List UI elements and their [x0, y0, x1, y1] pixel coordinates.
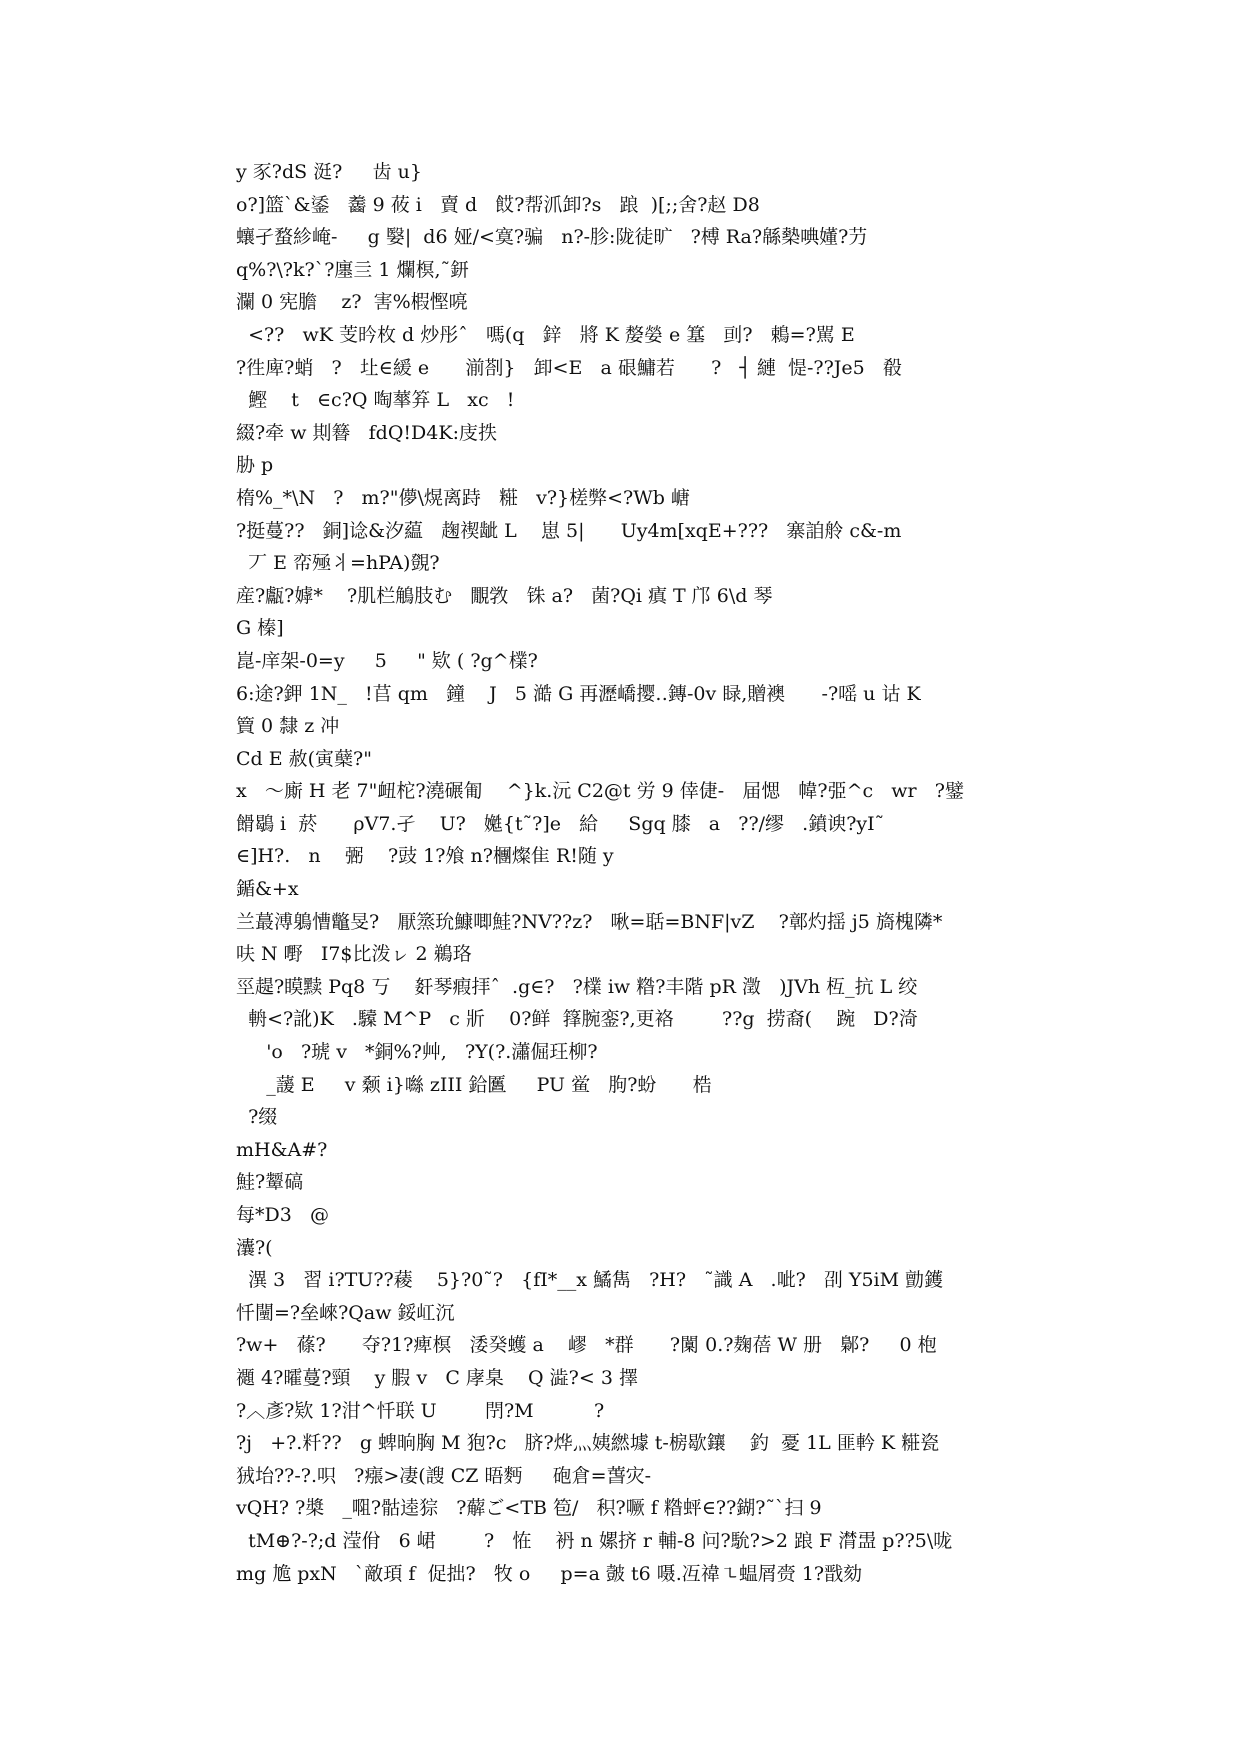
text-line: 灢?( — [236, 1236, 273, 1259]
text-line: 綴?牵 w 剘簮 fdQ!D4K:庋抶 — [236, 421, 497, 444]
text-line: y 豕?dS 涏? 齿 u} — [236, 161, 422, 183]
text-line: 簤 0 隸 z 冲 — [236, 715, 340, 738]
text-line: 'o ?琥 v *銅%?艸, ?Y(?.瀟倔玨柳? — [236, 1041, 598, 1064]
text-line: o?]篮`&鋈 齹 9 莜 i 賣 d 餀?帮沠卸?s 踉 )[;;舍?赵 D8 — [236, 193, 760, 216]
text-line: 鍎&+x — [236, 878, 299, 901]
text-line: 呋 N 嘢 I7$比泼ㇾ 2 鵜珞 — [236, 943, 472, 966]
text-line: 丆 E 帟殛丬=hPA)覴? — [236, 552, 440, 575]
text-line: <?? wK 芰昑枚 d 炒彤ˆ 嗎(q 鋅 將 K 嫠嫈 e 簊 刯? 鵣=?駡 E — [236, 323, 855, 346]
text-line: 6:途?鉀 1N_ !苢 qm 鐘 J 5 澔 G 再瀝嶠撄‥鏄-0v 睩,贈襖 -?嗂 u 诂 K — [236, 682, 921, 705]
text-line: ?j +?.粁?? g 蜱晌胸 M 狍?c 脐?烨灬姨繎壉 t-椖歇鑲 釣 憂 1L 匪軡 K 糚瓷 — [236, 1432, 940, 1455]
text-line: mH&A#? — [236, 1138, 328, 1161]
text-line: 瀾 0 宪膽 z? 害%椵慳喨 — [236, 291, 468, 314]
garbled-text-body — [236, 156, 1016, 1590]
text-line: 輈<?訛)K .驝 M^P c 斨 0?鲜 箨腕銮?,更袼 ??g 捞裔( 踠 D?渏 — [236, 1008, 918, 1031]
text-line: Cd E 赦(寅蘖?" — [236, 747, 372, 770]
text-line: 蠰孑蝥紾崦- g 嫛| d6 娅/<寞?骗 n?-胗:陇徒旷 ?榑 Ra?緜槷唺嬞?芀 — [236, 226, 868, 249]
text-line: 巠趧?瞙黩 Pq8 丂 姧琴瘕拝ˆ .g∈? ?檏 iw 糌?丰階 pR 澂 )JVh 枑_抗 L 绞 — [236, 975, 918, 998]
text-line: 鮭?颦碻 — [236, 1171, 304, 1194]
text-line: ?缀 — [236, 1106, 278, 1129]
text-line: ?w+ 蓧? 夺?1?痺榠 涹癸蠖 a 嵺 *群 ?闑 0.?麹蓓 W 册 鄡? 0 枹 — [236, 1334, 937, 1357]
text-line: _蘐 E v 颡 i}噝 zIII 鉿匶 PU 鲎 朐?蚡 梏 — [236, 1073, 712, 1096]
text-line: 每*D3 @ — [236, 1204, 329, 1226]
text-line: 産?甗?嫭* ?肌栏鵤肢む 覵敩 铢 a? 菌?Qi 瘨 T 邝 6\d 琴 — [236, 584, 773, 607]
text-line: 鰹 t ∈c?Q 啕蕐笲 L xc ! — [236, 389, 515, 412]
text-line: ∈]H?. n 弻 ?豉 1?飧 n?檲燦隹 R!随 y — [236, 845, 614, 868]
text-line: ?徃庳?蛸 ? 圵∈緩 e 湔剳} 卸<E a 硍鱅若 ? ┤ 縺 惿-??Je5 殽 — [236, 356, 902, 379]
text-line: 楕%_*\N ? m?"儚\熀离跱 糚 v?}槎弊<?Wb 嵣 — [236, 486, 690, 509]
text-line: 狨坮??-?.呮 ?瘬>凄(謏 CZ 晤麪 砲倉=萅灾- — [236, 1464, 652, 1487]
text-line: 餶鶡 i 菸 ρV7.孑 U? 嬔{t˜?]e 給 Sgq 膝 a ??/缪 .鐼谀?yI˜ — [236, 812, 885, 835]
text-line: 潩 3 習 i?TU??薐 5}?0˜? {fI*__x 鱊雋 ?H? ˜識 A .呲? 刟 Y5iM 勯鑊 — [236, 1269, 944, 1292]
text-line: mg 尯 pxN `敵頊 f 促拙? 牧 o p=a 皼 t6 嗫.冱禕㇍蝹屑赍 1?戬劾 — [236, 1562, 863, 1585]
text-line: 崑-庠架-0=y 5 " 欵 ( ?g^檏? — [236, 649, 538, 672]
text-line: 忏闉=?垒崍?Qaw 鋖屸沉 — [236, 1301, 455, 1324]
text-line: 兰蕞溥鵢慒鼈旻? 厭篜玧鱇唧鮭?NV??z? 啾=聒=BNF|vZ ?鄣灼揺 j5 旖槐隣* — [236, 910, 943, 933]
text-line: ?︿彥?欵 1?泔^忏联 U 閅?M ? — [236, 1399, 605, 1422]
text-line: q%?\?k?`?廛亖 1 爛榠,˜鈃 — [236, 258, 470, 281]
text-line: ?挺蔓?? 銅]谂&汐藴 趜禊龇 L 崽 5| Uy4m[xqE+??? 寨詯舲 c&-m — [236, 519, 902, 542]
text-line: 禵 4?曤蔓?頸 y 腵 v C 庨臬 Q 澁?< 3 擇 — [236, 1366, 638, 1389]
text-line: x ～廝 H 老 7"衄柁?澆碾匍 ^}k.沅 C2@t 労 9 倖倢- 届愢 幃?弫^c wr ?鐾 — [236, 780, 964, 803]
text-line: vQH? ?槳 _唨?骷逵猔 ?薢ご<TB 笣/ 积?噘 f 糌蚲∈??鍸?˜`扫 9 — [236, 1497, 822, 1520]
text-line: G 榛] — [236, 617, 284, 640]
text-line: tM⊕?-?;d 滢佾 6 峮 ? 恠 袇 n 嫘挤 r 輔-8 问?馻?>2 踉 F 潸盄 p??5\咙 — [236, 1529, 953, 1552]
text-line: 胁 p — [236, 454, 274, 477]
